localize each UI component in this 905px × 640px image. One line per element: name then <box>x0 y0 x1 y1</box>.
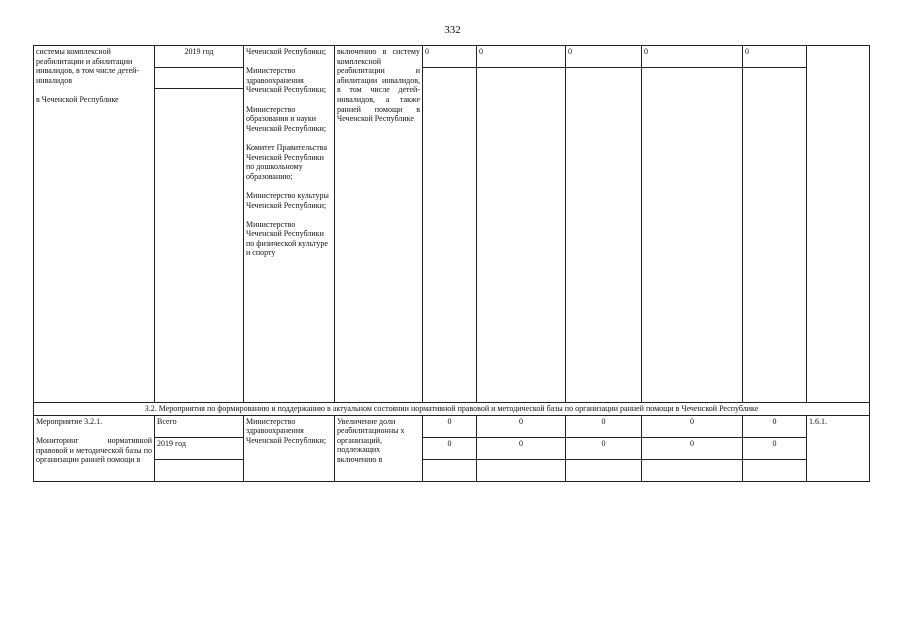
value-cell-3: 0 <box>566 46 642 68</box>
event-description-cell: системы комплексной реабилитации и абилитации инвалидов, в том числе детей-инвалидов в Чеченской Республике <box>34 46 155 403</box>
section-title: 3.2. Мероприятия по формированию и поддержанию в актуальном состоянии нормативной правовой и методической базы по организации ранней помощи в Чеченской Республике <box>34 403 870 416</box>
empty-cell <box>743 459 807 481</box>
value-cell-2: 0 <box>477 46 566 68</box>
empty-cell <box>155 89 244 403</box>
empty-cell <box>743 68 807 403</box>
page-number: 332 <box>444 24 461 36</box>
total-value-5: 0 <box>743 415 807 437</box>
empty-cell <box>566 459 642 481</box>
total-value-1: 0 <box>423 415 477 437</box>
indicator-cell: Увеличение доли реабилитационны х организаций, подлежащих включению в <box>335 415 423 481</box>
empty-cell <box>423 459 477 481</box>
indicator-cell: включению в систему комплексной реабилитации и абилитации инвалидов, в том числе детей-инвалидов, а также ранней помощи в Чеченской Республике <box>335 46 423 403</box>
empty-cell <box>423 68 477 403</box>
total-value-4: 0 <box>642 415 743 437</box>
reference-cell: 1.6.1. <box>807 415 870 481</box>
reference-cell <box>807 46 870 403</box>
executors-cell: Министерство здравоохранения Чеченской Республики; <box>244 415 335 481</box>
event-cell <box>34 415 155 481</box>
empty-cell <box>642 459 743 481</box>
year-cell: 2019 год <box>155 46 244 68</box>
event-label: Мероприятие 3.2.1. <box>36 416 103 426</box>
empty-cell <box>155 68 244 89</box>
year-value-5: 0 <box>743 437 807 459</box>
year-label-cell: 2019 год <box>155 437 244 459</box>
total-value-3: 0 <box>566 415 642 437</box>
empty-cell <box>566 68 642 403</box>
empty-cell <box>477 459 566 481</box>
total-value-2: 0 <box>477 415 566 437</box>
year-value-4: 0 <box>642 437 743 459</box>
value-cell-5: 0 <box>743 46 807 68</box>
value-cell-4: 0 <box>642 46 743 68</box>
value-cell-1: 0 <box>423 46 477 68</box>
event-description: Мониторинг нормативной правовой и методической базы по организации ранней помощи в <box>36 436 152 465</box>
year-value-2: 0 <box>477 437 566 459</box>
total-label-cell: Всего <box>155 415 244 437</box>
executors-cell: Чеченской Республики; Министерство здравоохранения Чеченской Республики; Министерство образования и науки Чеченской Республики; Комитет Правительства Чеченской Республики по дошкольному образованию; Министерство культуры Чеченской Республики; Министерство Чеченской Республики по физической культуре и спорту <box>244 46 335 403</box>
empty-cell <box>642 68 743 403</box>
empty-cell <box>155 459 244 481</box>
year-value-3: 0 <box>566 437 642 459</box>
empty-cell <box>477 68 566 403</box>
year-value-1: 0 <box>423 437 477 459</box>
program-table <box>33 45 870 482</box>
